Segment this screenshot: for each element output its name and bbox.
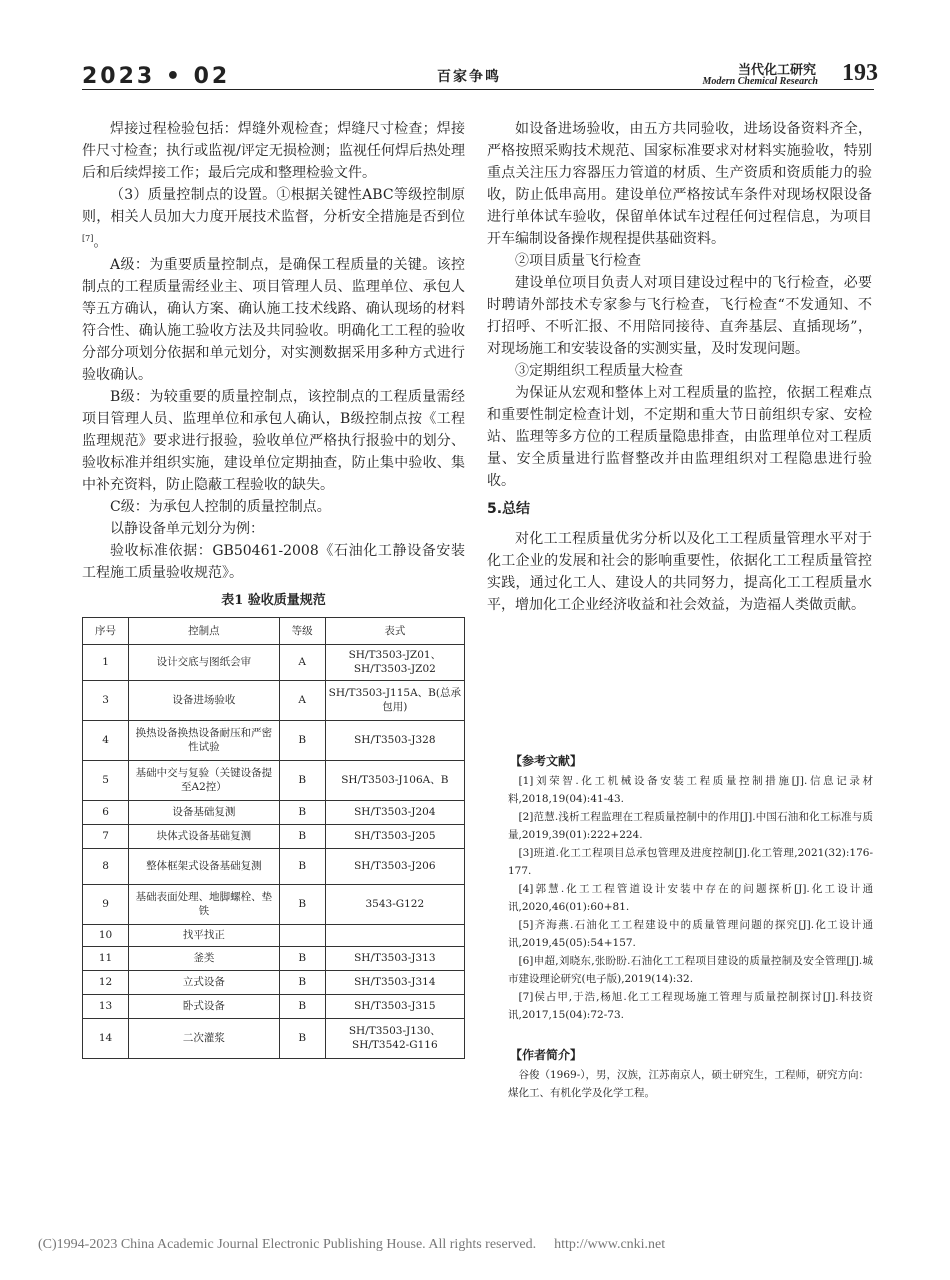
cell-form: SH/T3503-J206 [325, 848, 464, 884]
cell-index: 1 [83, 644, 129, 680]
cell-level: B [279, 848, 325, 884]
author-title: 【作者简介】 [510, 1048, 583, 1062]
table-row [83, 1018, 465, 1058]
paragraph-periodic-inspection: 为保证从宏观和整体上对工程质量的监控，依据工程难点和重要性制定检查计划，不定期和重大节日前组织专家、安检站、监理等多方位的工程质量隐患排查，由监理单位对工程质量、安全质量进行监督整改并由监理组织对工程隐患进行验收。 [487, 385, 872, 489]
cell-form: SH/T3503-J315 [325, 994, 464, 1018]
cell-level [279, 924, 325, 946]
cell-index: 3 [83, 680, 129, 720]
cell-control-point: 卧式设备 [129, 994, 280, 1018]
cell-form [325, 924, 464, 946]
cell-form: SH/T3503-J205 [325, 824, 464, 848]
cell-level: A [279, 680, 325, 720]
control-points-text: （3）质量控制点的设置。①根据关键性ABC等级控制原则，相关人员加大力度开展技术监督，分析安全措施是否到位 [82, 187, 465, 225]
cell-form: SH/T3503-JZ01、SH/T3503-JZ02 [325, 644, 464, 680]
cell-level: B [279, 720, 325, 760]
table-row [83, 946, 465, 970]
table-row [83, 994, 465, 1018]
table-row [83, 644, 465, 680]
cell-index: 6 [83, 800, 129, 824]
cnki-link[interactable]: http://www.cnki.net [554, 1237, 666, 1252]
cell-form: SH/T3503-J313 [325, 946, 464, 970]
acceptance-table [82, 617, 465, 1059]
citation-7: [7] [82, 234, 94, 243]
paragraph-standard: 验收标准依据：GB50461-2008《石油化工静设备安装工程施工质量验收规范》。 [82, 542, 465, 581]
paragraph-control-points [82, 184, 465, 254]
column-name: 百家争鸣 [437, 69, 501, 85]
copyright-text: (C)1994-2023 China Academic Journal Electronic Publishing House. All rights reserved. [38, 1237, 537, 1252]
cell-control-point: 块体式设备基础复测 [129, 824, 280, 848]
cell-level: B [279, 884, 325, 924]
cell-index: 4 [83, 720, 129, 760]
cell-control-point: 立式设备 [129, 970, 280, 994]
reference-item: [7]侯占甲,于浩,杨旭.化工工程现场施工管理与质量控制探讨[J].科技资讯,2017,15(04):72-73. [508, 991, 873, 1021]
cell-index: 14 [83, 1018, 129, 1058]
cell-form: SH/T3503-J115A、B(总承包用) [325, 680, 464, 720]
references-title: 【参考文献】 [510, 754, 583, 768]
cell-control-point: 设备进场验收 [129, 680, 280, 720]
table-row [83, 824, 465, 848]
cell-index: 8 [83, 848, 129, 884]
col-header-form: 表式 [325, 617, 464, 644]
reference-item: [6]申超,刘晓东,张盼盼.石油化工工程项目建设的质量控制及安全管理[J].城市建设理论研究(电子版),2019(14):32. [508, 955, 873, 985]
left-column [82, 118, 465, 1059]
cell-control-point: 换热设备换热设备耐压和严密性试验 [129, 720, 280, 760]
cell-index: 12 [83, 970, 129, 994]
table-row [83, 720, 465, 760]
cell-form: SH/T3503-J328 [325, 720, 464, 760]
table-row [83, 800, 465, 824]
cell-control-point: 设计交底与图纸会审 [129, 644, 280, 680]
cell-index: 13 [83, 994, 129, 1018]
col-header-index: 序号 [83, 617, 129, 644]
cell-control-point: 整体框架式设备基础复测 [129, 848, 280, 884]
cell-level: B [279, 760, 325, 800]
cell-control-point: 基础表面处理、地脚螺栓、垫铁 [129, 884, 280, 924]
cell-index: 7 [83, 824, 129, 848]
col-header-control-point: 控制点 [129, 617, 280, 644]
copyright-footer [38, 1237, 918, 1253]
cell-index: 11 [83, 946, 129, 970]
paragraph-example: 以静设备单元划分为例： [110, 520, 264, 537]
cell-control-point: 设备基础复测 [129, 800, 280, 824]
paragraph-equipment-acceptance: 如设备进场验收，由五方共同验收，进场设备资料齐全，严格按照采购技术规范、国家标准要求对材料实施验收，特别重点关注压力容器压力管道的材质、生产资质和资质能力的验收，防止低串高用。建设单位严格按试车条件对现场权限设备进行单体试车验收，保留单体试车过程任何过程信息，为项目开车编制设备操作规程提供基础资料。 [487, 121, 872, 247]
table-row [83, 760, 465, 800]
cell-level: B [279, 800, 325, 824]
section-heading-summary: 5.总结 [487, 501, 531, 517]
cell-control-point: 基础中交与复验（关键设备提至A2控） [129, 760, 280, 800]
cell-form: 3543-G122 [325, 884, 464, 924]
paragraph-level-c: C级：为承包人控制的质量控制点。 [110, 498, 331, 515]
reference-item: [2]范慧.浅析工程监理在工程质量控制中的作用[J].中国石油和化工标准与质量,2019,39(01):222+224. [508, 811, 873, 841]
paragraph-flight-inspection: 建设单位项目负责人对项目建设过程中的飞行检查，必要时聘请外部技术专家参与飞行检查，飞行检查“不发通知、不打招呼、不听汇报、不用陪同接待、直奔基层、直插现场”，对现场施工和安装设备的实测实量，及时发现问题。 [487, 275, 872, 357]
cell-index: 5 [83, 760, 129, 800]
table-row [83, 848, 465, 884]
table-title: 表1 验收质量规范 [221, 592, 326, 608]
reference-item: [5]齐海燕.石油化工工程建设中的质量管理问题的探究[J].化工设计通讯,2019,45(05):54+157. [508, 919, 873, 949]
table-header-row [83, 617, 465, 644]
cell-level: A [279, 644, 325, 680]
journal-title-cn: 当代化工研究 [737, 63, 816, 78]
header-divider [82, 89, 874, 90]
author-bio: 谷俊（1969-），男，汉族，江苏南京人，硕士研究生，工程师，研究方向：煤化工、有机化学及化学工程。 [508, 1069, 870, 1099]
reference-item: [4]郭慧.化工工程管道设计安装中存在的问题探析[J].化工设计通讯,2020,46(01):60+81. [508, 883, 873, 913]
paragraph-level-a: A级：为重要质量控制点，是确保工程质量的关键。该控制点的工程质量需经业主、项目管理人员、监理单位、承包人等五方确认，确认方案、确认施工技术线路、确认现场的材料符合性、确认施工验收方法及共同验收。明确化工工程的验收分部分项划分依据和单元划分，对实测数据采用多种方式进行验收确认。 [82, 256, 465, 383]
paragraph-summary: 对化工工程质量优劣分析以及化工工程质量管理水平对于化工企业的发展和社会的影响重要性，依据化工工程质量管控实践，通过化工人、建设人的共同努力，提高化工工程质量水平，增加化工企业经济收益和社会效益，为造福人类做贡献。 [487, 531, 872, 613]
cell-control-point: 二次灌浆 [129, 1018, 280, 1058]
cell-control-point: 找平找正 [129, 924, 280, 946]
cell-form: SH/T3503-J130、SH/T3542-G116 [325, 1018, 464, 1058]
paragraph-welding-inspection: 焊接过程检验包括：焊缝外观检查；焊缝尺寸检查；焊接件尺寸检查；执行或监视/评定无损检测；监视任何焊后热处理后和后续焊接工作；最后完成和整理检验文件。 [82, 121, 465, 181]
cell-level: B [279, 946, 325, 970]
table-row [83, 680, 465, 720]
subheading-flight-inspection: ②项目质量飞行检查 [515, 253, 641, 269]
author-section [508, 1046, 873, 1102]
cell-level: B [279, 994, 325, 1018]
references-section [508, 752, 873, 1024]
col-header-level: 等级 [279, 617, 325, 644]
reference-item: [1]刘荣智.化工机械设备安装工程质量控制措施[J].信息记录材料,2018,19(04):41-43. [508, 775, 873, 805]
cell-control-point: 釜类 [129, 946, 280, 970]
reference-item: [3]班道.化工工程项目总承包管理及进度控制[J].化工管理,2021(32):176-177. [508, 847, 873, 877]
cell-level: B [279, 1018, 325, 1058]
cell-form: SH/T3503-J106A、B [325, 760, 464, 800]
table-row [83, 924, 465, 946]
cell-index: 9 [83, 884, 129, 924]
cell-form: SH/T3503-J314 [325, 970, 464, 994]
table-row [83, 884, 465, 924]
cell-form: SH/T3503-J204 [325, 800, 464, 824]
cell-level: B [279, 970, 325, 994]
right-column [487, 118, 872, 616]
subheading-periodic-inspection: ③定期组织工程质量大检查 [515, 363, 683, 379]
journal-title-en: Modern Chemical Research [702, 76, 818, 87]
cell-level: B [279, 824, 325, 848]
paragraph-level-b: B级：为较重要的质量控制点，该控制点的工程质量需经项目管理人员、监理单位和承包人确认，B级控制点按《工程监理规范》要求进行报验，验收单位严格执行报验中的划分、验收标准并组织实施，建设单位定期抽查，防止集中验收、集中补充资料，防止隐蔽工程验收的缺失。 [82, 388, 465, 493]
control-points-end: 。 [93, 234, 108, 251]
page-number: 193 [842, 60, 878, 86]
cell-index: 10 [83, 924, 129, 946]
table-row [83, 970, 465, 994]
issue-date: 2023 • 02 [82, 64, 231, 89]
